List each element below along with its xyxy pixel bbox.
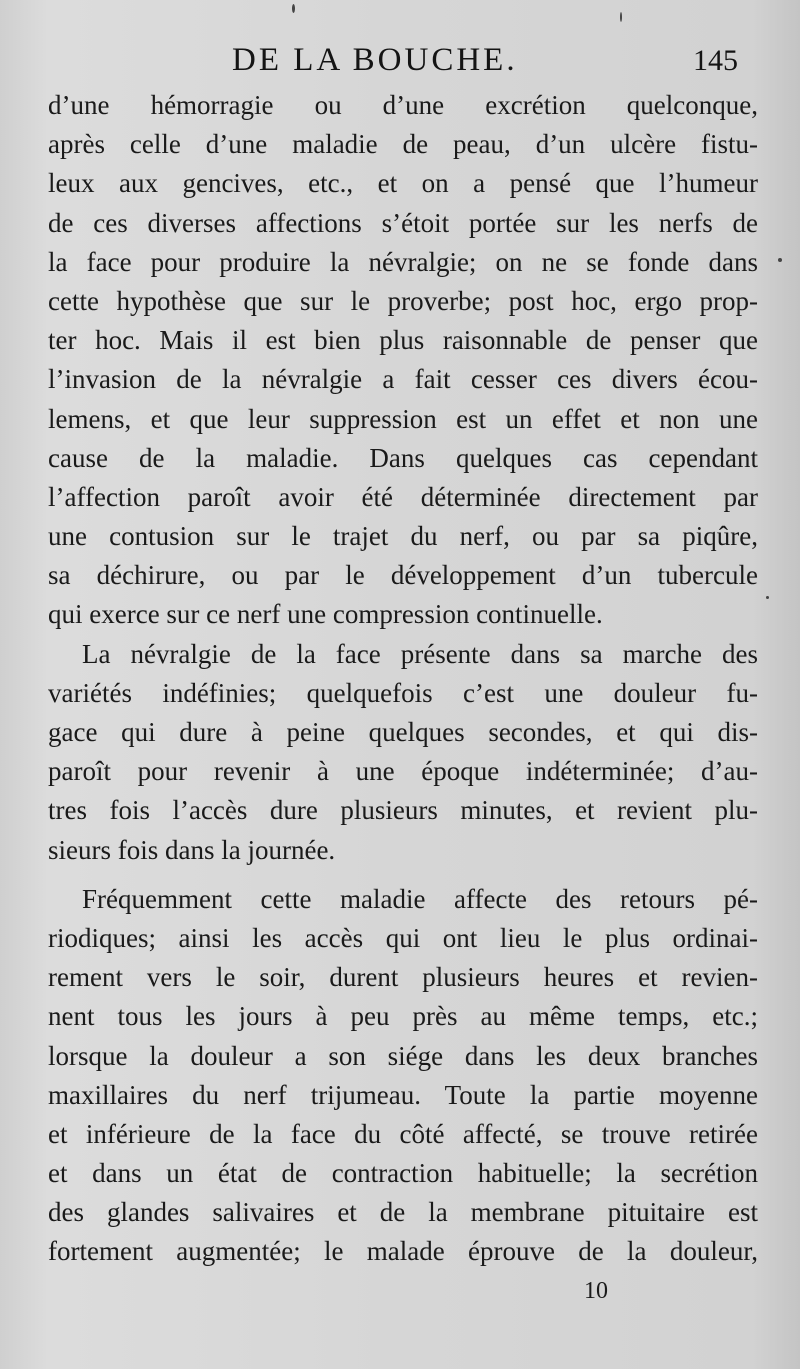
text-line: et dans un état de contraction habituelle; la secrétion — [48, 1158, 758, 1189]
page-header — [0, 42, 800, 82]
text-line: fortement augmentée; le malade éprouve de la douleur, — [48, 1236, 758, 1267]
text-line: gace qui dure à peine quelques secondes, et qui dis- — [48, 717, 758, 747]
text-line: lemens, et que leur suppression est un effet et non une — [48, 403, 758, 434]
text-line: de ces diverses affections s’étoit portée sur les nerfs de — [48, 207, 758, 238]
text-line: d’une hémorragie ou d’une excrétion quelconque, — [48, 90, 758, 120]
text-line: cette hypothèse que sur le proverbe; post hoc, ergo prop- — [48, 285, 758, 316]
running-head: DE LA BOUCHE. — [232, 42, 518, 78]
page-number: 145 — [693, 44, 738, 77]
ink-speck — [766, 596, 769, 599]
text-line: paroît pour revenir à une époque indéterminée; d’au- — [48, 756, 758, 787]
ink-speck — [778, 258, 782, 262]
text-line: après celle d’une maladie de peau, d’un ulcère fistu- — [48, 129, 758, 160]
text-line: La névralgie de la face présente dans sa marche des — [82, 638, 758, 669]
signature-mark: 10 — [584, 1278, 608, 1304]
text-line: sa déchirure, ou par le développement d’un tubercule — [48, 560, 758, 591]
text-line: lorsque la douleur a son siége dans les deux branches — [48, 1040, 758, 1071]
paragraph-3 — [48, 880, 758, 1272]
text-line: la face pour produire la névralgie; on ne se fonde dans — [48, 246, 758, 277]
text-line: sieurs fois dans la journée. — [48, 834, 336, 865]
ink-speck — [620, 12, 622, 22]
text-line: des glandes salivaires et de la membrane pituitaire est — [48, 1197, 758, 1228]
body-text — [48, 86, 758, 1272]
text-line: ter hoc. Mais il est bien plus raisonnable de penser que — [48, 325, 758, 356]
text-line: tres fois l’accès dure plusieurs minutes, et revient plu- — [48, 795, 758, 826]
paragraph-gap — [48, 870, 758, 880]
text-line: une contusion sur le trajet du nerf, ou par sa piqûre, — [48, 521, 758, 552]
text-line: l’affection paroît avoir été déterminée directement par — [48, 481, 758, 512]
text-line: maxillaires du nerf trijumeau. Toute la partie moyenne — [48, 1079, 758, 1110]
text-line: nent tous les jours à peu près au même temps, etc.; — [48, 1001, 758, 1032]
text-line: et inférieure de la face du côté affecté, se trouve retirée — [48, 1118, 758, 1149]
text-line: variétés indéfinies; quelquefois c’est une douleur fu- — [48, 677, 758, 708]
text-line: rement vers le soir, durent plusieurs heures et revien- — [48, 962, 758, 993]
text-line: qui exerce sur ce nerf une compression continuelle. — [48, 599, 603, 630]
paragraph-1 — [48, 86, 758, 635]
text-line: cause de la maladie. Dans quelques cas cependant — [48, 442, 758, 473]
paragraph-2 — [48, 635, 758, 870]
text-line: riodiques; ainsi les accès qui ont lieu le plus ordinai- — [48, 922, 758, 953]
ink-speck — [292, 4, 295, 13]
text-line: l’invasion de la névralgie a fait cesser ces divers écou- — [48, 364, 758, 395]
text-line: leux aux gencives, etc., et on a pensé que l’humeur — [48, 168, 758, 199]
text-line: Fréquemment cette maladie affecte des retours pé- — [82, 883, 758, 914]
